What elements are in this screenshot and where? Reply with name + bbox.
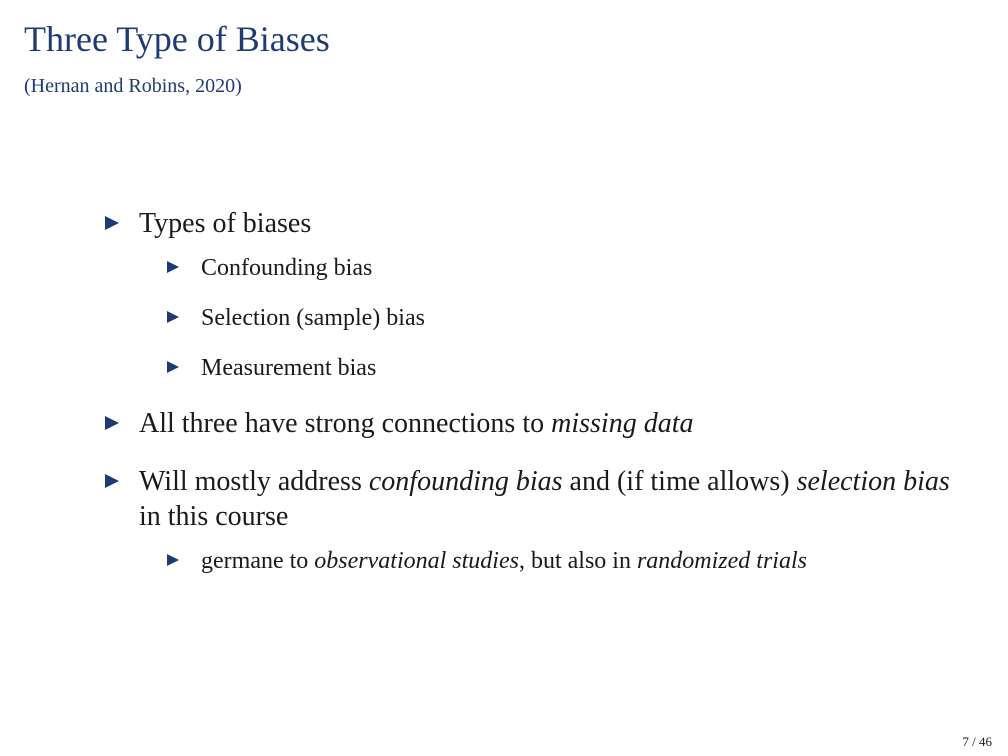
list-item: [105, 206, 965, 383]
triangle-right-icon: [167, 261, 179, 273]
bullet-text: Confounding bias: [201, 255, 373, 281]
bullet-text: Will mostly address: [139, 466, 369, 497]
triangle-right-icon: [167, 311, 179, 323]
triangle-right-icon: [105, 474, 119, 488]
triangle-right-icon: [167, 361, 179, 373]
list-item: [167, 253, 965, 283]
bullet-text: germane to: [201, 548, 315, 574]
emphasis-text: selection bias: [796, 466, 950, 497]
emphasis-text: missing data: [551, 408, 694, 439]
triangle-right-icon: [167, 554, 179, 566]
slide-content: [105, 206, 965, 586]
bullet-text: and (if time allows): [562, 466, 797, 497]
triangle-right-icon: [105, 216, 119, 230]
list-item: [167, 546, 965, 576]
emphasis-text: observational studies: [314, 548, 519, 574]
sub-bullet-list: [167, 253, 965, 383]
bullet-text: Measurement bias: [201, 355, 377, 381]
list-item: [105, 464, 965, 576]
list-item: [167, 353, 965, 383]
bullet-text: Selection (sample) bias: [201, 305, 425, 331]
bullet-list: [105, 206, 965, 576]
list-item: [105, 406, 965, 441]
bullet-text: in this course: [139, 501, 289, 532]
page-number: 7 / 46: [962, 734, 992, 749]
emphasis-text: randomized trials: [636, 548, 807, 574]
bullet-text: All three have strong connections to: [139, 408, 552, 439]
triangle-right-icon: [105, 416, 119, 430]
bullet-text: Types of biases: [139, 208, 312, 239]
slide-title: Three Type of Biases: [24, 19, 330, 59]
list-item: [167, 303, 965, 333]
bullet-text: , but also in: [518, 548, 637, 574]
sub-bullet-list: [167, 546, 965, 576]
slide-subtitle: (Hernan and Robins, 2020): [24, 75, 242, 97]
emphasis-text: confounding bias: [368, 466, 563, 497]
